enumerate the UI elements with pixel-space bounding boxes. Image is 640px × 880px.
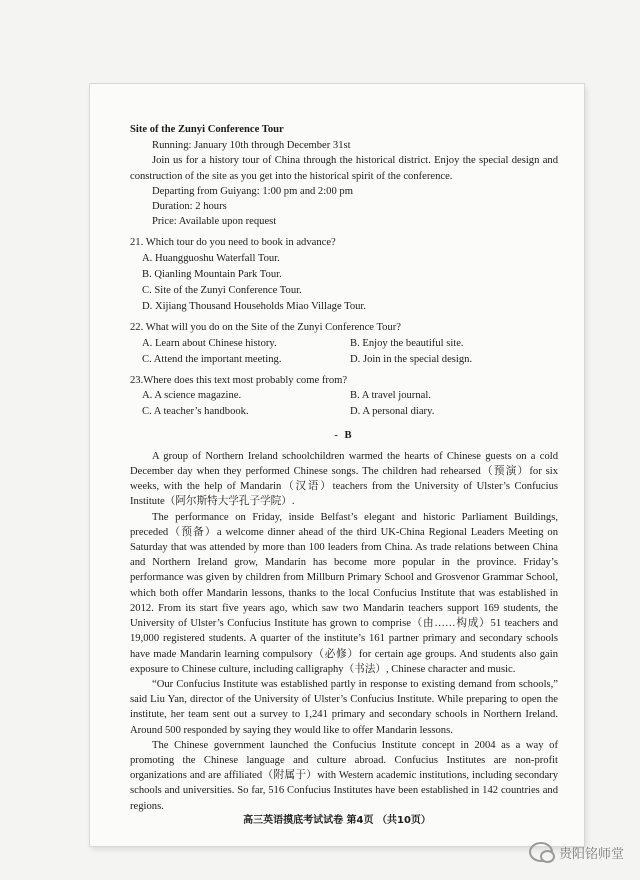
question-stem: 22. What will you do on the Site of the Zunyi Conference Tour? (130, 322, 402, 334)
option-a: A. Huangguoshu Waterfall Tour. (142, 252, 280, 264)
options (130, 336, 558, 367)
options (130, 388, 558, 419)
option-d: D. Xijiang Thousand Households Miao Village Tour. (142, 301, 367, 313)
tour-running: Running: January 10th through December 31st (152, 140, 351, 152)
option-c: C. Site of the Zunyi Conference Tour. (142, 285, 302, 297)
watermark-text: 贵阳铭师堂 (558, 846, 624, 862)
option-b: B. A travel journal. (350, 390, 431, 402)
option-c: C. A teacher’s handbook. (142, 406, 249, 418)
passage-paragraph: “Our Confucius Institute was established partly in response to existing demand from schools,” said Liu Yan, director of the University of Ulster’s Confucius Institute. While preparing to open the institute, her team sent out a survey to 1,241 primary and secondary schools in Northern Ireland. Around 500 responded by saying they would like to offer Mandarin lessons. (130, 678, 558, 736)
section-title: Site of the Zunyi Conference Tour (130, 124, 284, 135)
exam-page (90, 84, 584, 846)
tour-duration: Duration: 2 hours (152, 201, 227, 213)
tour-departing: Departing from Guiyang: 1:00 pm and 2:00 pm (152, 185, 353, 197)
option-a: A. Learn about Chinese history. (142, 337, 277, 349)
passage-paragraph: A group of Northern Ireland schoolchildren warmed the hearts of Chinese guests on a cold December day when they performed Chinese songs. The children had rehearsed（预演）for six weeks, with the help of Mandarin（汉语）teachers from the University of Ulster’s Confucius Institute（阿尔斯特大学孔子学院）. (130, 450, 558, 508)
tour-intro: Join us for a history tour of China through the historical district. Enjoy the special design and construction of the site as you get into the historical spirit of the conference. (130, 155, 558, 182)
question-22 (130, 320, 558, 367)
option-a: A. A science magazine. (142, 390, 242, 402)
question-stem: 23.Where does this text most probably come from? (130, 375, 348, 387)
option-b: B. Qianling Mountain Park Tour. (142, 268, 282, 280)
watermark (529, 842, 624, 862)
wechat-icon (529, 842, 553, 862)
question-21 (130, 235, 558, 314)
passage-paragraph: The Chinese government launched the Confucius Institute concept in 2004 as a way of promoting the Chinese language and culture abroad. Confucius Institutes are non-profit organizations and are affiliated（附属于）with Western academic institutions, including secondary schools and universities. So far, 516 Confucius Institutes have been established in 142 countries and regions. (130, 739, 558, 812)
question-stem: 21. Which tour do you need to book in advance? (130, 237, 336, 249)
option-b: B. Enjoy the beautiful site. (350, 337, 464, 349)
passage-paragraph: The performance on Friday, inside Belfast’s elegant and historic Parliament Buildings, preceded（预备）a welcome dinner ahead of the third UK-China Regional Leaders Meeting on Saturday that was attended by more than 100 leaders from China. As trade relations between China and Northern Ireland grow, Mandarin has become more popular in the province. Friday’s performance was given by children from Millburn Primary School and Grosvenor Grammar School, which both offer Mandarin lessons, thanks to the local Confucius Institute that was established in 2012. From its start five years ago, which saw two Mandarin teachers support 169 students, the University of Ulster’s Confucius Institute has grown to comprise（由……构成）51 teachers and 19,000 registered students. A quarter of the institute’s 161 partner primary and secondary schools have made Mandarin learning compulsory（必修）for certain age groups. And students also gain exposure to Chinese culture, including calligraphy（书法）, Chinese character and music. (130, 511, 558, 675)
tour-price: Price: Available upon request (152, 216, 277, 228)
option-d: D. Join in the special design. (350, 353, 473, 365)
options (130, 251, 558, 315)
section-b-heading: - B (334, 429, 354, 441)
option-c: C. Attend the important meeting. (142, 353, 282, 365)
page-content (130, 122, 558, 814)
option-d: D. A personal diary. (350, 406, 435, 418)
page-footer: 高三英语摸底考试试卷 第4页 （共10页） (243, 815, 431, 826)
question-23 (130, 373, 558, 420)
